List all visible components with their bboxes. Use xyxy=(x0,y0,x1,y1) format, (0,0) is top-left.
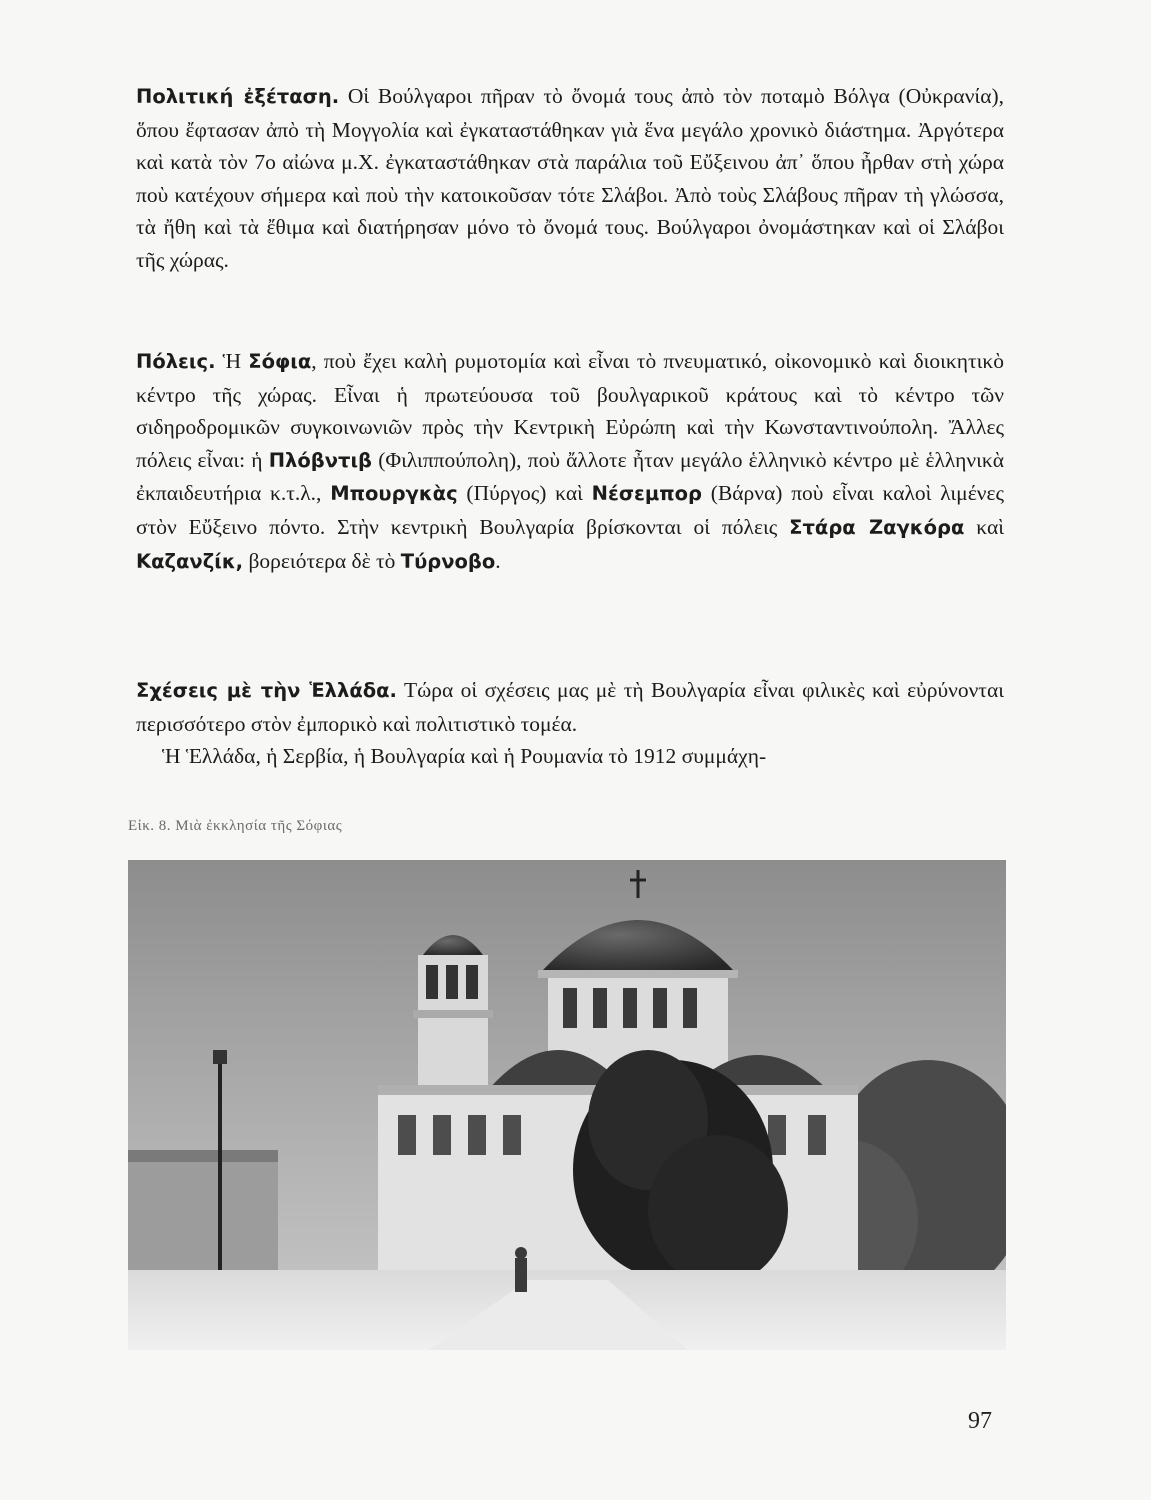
city-stara-zagora: Στάρα Ζαγκόρα xyxy=(789,515,965,539)
paragraph-greece xyxy=(136,674,1004,773)
city-burgas: Μπουργκὰς xyxy=(330,482,458,506)
heading-politics: Πολιτική ἐξέταση. xyxy=(136,85,340,108)
greece-text-2: Ἡ Ἑλλάδα, ἡ Σερβία, ἡ Βουλγαρία καὶ ἡ Ρουμανία τὸ 1912 συμμάχη- xyxy=(162,744,767,769)
city-nesebar: Νέσεμπορ xyxy=(591,482,703,506)
cities-text-1: Ἡ xyxy=(215,349,249,373)
cathedral-photo xyxy=(128,860,1006,1350)
heading-greece: Σχέσεις μὲ τὴν Ἑλλάδα. xyxy=(136,679,397,702)
cities-text-6: καὶ xyxy=(964,514,1004,539)
city-plovdiv: Πλόβντιβ xyxy=(268,448,373,472)
paragraph-politics xyxy=(136,80,1004,277)
city-kazanlak: Καζανζίκ, xyxy=(136,549,244,573)
walking-figure xyxy=(515,1247,527,1292)
city-tarnovo: Τύρνοβο xyxy=(400,549,496,573)
figure-caption: Εἰκ. 8. Μιὰ ἐκκλησία τῆς Σόφιας xyxy=(128,818,343,834)
cities-text-7: βορειότερα δὲ τὸ xyxy=(243,548,401,573)
greece-text-1: Τώρα οἱ σχέσεις μας μὲ τὴ Βουλγαρία εἶναι φιλικὲς καὶ εὐρύνονται περισσότερο στὸν ἐμπορικὸ καὶ πολιτιστικὸ τομέα. xyxy=(136,678,1004,736)
politics-text: Οἱ Βούλγαροι πῆραν τὸ ὄνομά τους ἀπὸ τὸν ποταμὸ Βόλγα (Οὐκρανία), ὅπου ἔφτασαν ἀπὸ τὴ Μογγολία καὶ ἐγκαταστάθηκαν γιὰ ἕνα μεγάλο χρονικὸ διάστημα. Ἀργότερα καὶ κατὰ τὸν 7ο αἰώνα μ.Χ. ἐγκαταστάθηκαν στὰ παράλια τοῦ Εὔξεινου ἀπ᾽ ὅπου ἦρθαν στὴ χώρα ποὺ κατέχουν σήμερα καὶ ποὺ τὴν κατοικοῦσαν τότε Σλάβοι. Ἀπὸ τοὺς Σλάβους πῆραν τὴ γλώσσα, τὰ ἤθη καὶ τὰ ἔθιμα καὶ διατήρησαν μόνο τὸ ὄνομά τους. Βούλγαροι ὀνομάστηκαν καὶ οἱ Σλάβοι τῆς χώρας. xyxy=(136,84,1004,272)
heading-cities: Πόλεις. xyxy=(136,350,216,373)
cities-text-2: , ποὺ ἔχει καλὴ ρυμοτομία καὶ εἶναι τὸ πνευματικό, οἰκονομικὸ καὶ διοικητικὸ κέντρο τῆς χώρας. Εἶναι ἡ πρωτεύουσα τοῦ βουλγαρικοῦ κράτους καὶ τὸ κέντρο τῶν σιδηροδρομικῶν συγκοινωνιῶν πρὸς τὴν Κεντρικὴ Εὐρώπη καὶ τὴν Κωνσταντινούπολη. Ἄλλες πόλεις εἶναι: ἡ xyxy=(136,349,1005,472)
cities-text-4: (Πύργος) καὶ xyxy=(457,481,592,506)
cities-text-8: . xyxy=(495,548,501,573)
paragraph-cities xyxy=(136,345,1004,578)
city-sofia: Σόφια xyxy=(248,350,312,373)
cities-text-5: (Βάρνα) ποὺ εἶναι καλοὶ λιμένες στὸν Εὔξεινο πόντο. Στὴν κεντρικὴ Βουλγαρία βρίσκονται οἱ πόλεις xyxy=(136,481,1004,539)
left-building xyxy=(128,1160,278,1270)
page-number: 97 xyxy=(968,1408,992,1434)
cities-text-3: (Φιλιππούπολη), ποὺ ἄλλοτε ἦταν μεγάλο ἑλληνικὸ κέντρο μὲ ἑλληνικὰ ἐκπαιδευτήρια κ.τ.λ., xyxy=(136,447,1004,506)
